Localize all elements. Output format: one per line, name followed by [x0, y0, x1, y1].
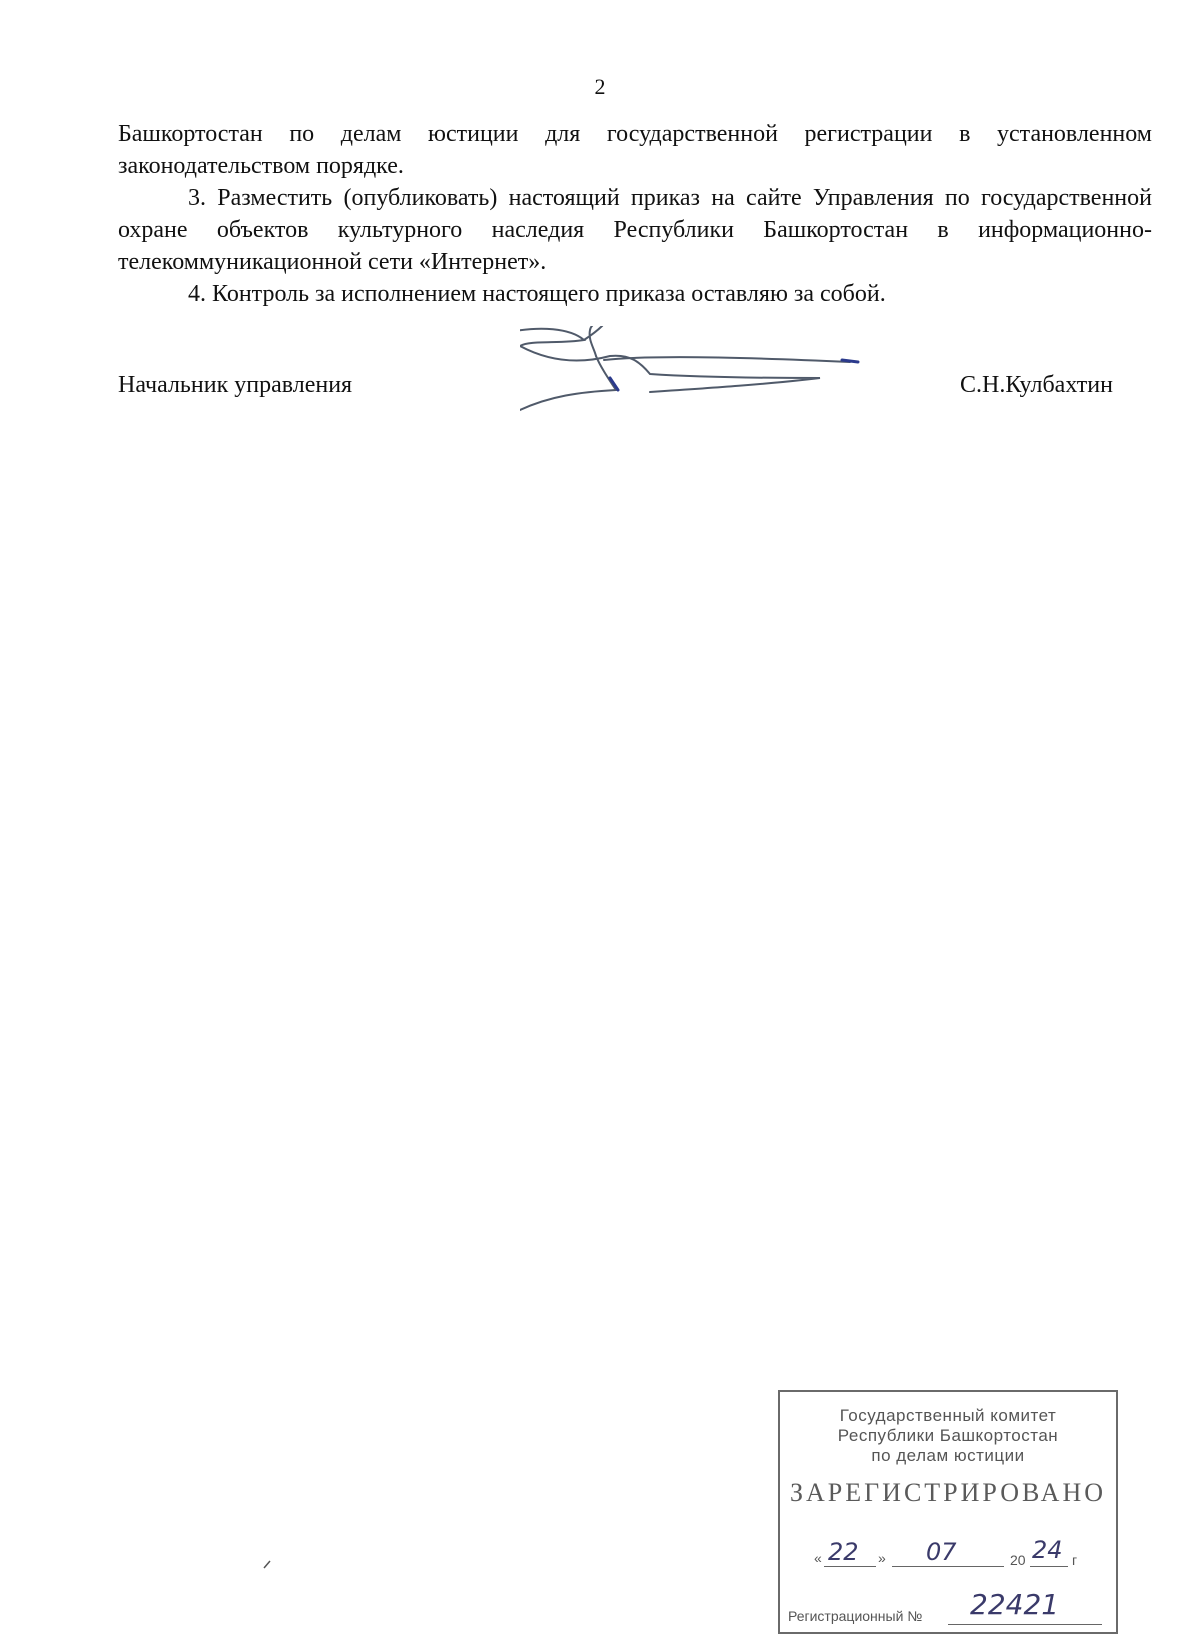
stamp-year-underline — [1030, 1566, 1068, 1567]
stamp-day-underline — [824, 1566, 876, 1567]
stamp-reg-label: Регистрационный № — [788, 1608, 923, 1624]
stamp-reg-underline — [948, 1624, 1102, 1625]
handwritten-signature — [520, 326, 920, 446]
stamp-year-prefix: 20 — [1010, 1552, 1026, 1568]
stamp-reg-number: 22421 — [970, 1588, 1060, 1621]
stamp-day: 22 — [828, 1538, 859, 1566]
stray-pen-mark — [262, 1558, 274, 1570]
paragraph-item-3: 3. Разместить (опубликовать) настоящий приказ на сайте Управления по государственной охране объектов культурного наследия Республики Башкортостан в информационно-телекоммуникационной сети «Интернет». — [118, 185, 1152, 275]
stamp-organization — [780, 1406, 1116, 1466]
paragraph-continuation: Башкортостан по делам юстиции для государственной регистрации в установленном законодательством порядке. — [118, 121, 1152, 179]
stamp-month: 07 — [926, 1538, 957, 1566]
stamp-date — [814, 1536, 1104, 1570]
page-number: 2 — [594, 74, 606, 99]
signatory-name: С.Н.Кулбахтин — [960, 372, 1113, 398]
stamp-year-unit: г — [1072, 1552, 1078, 1568]
document-body — [118, 118, 1152, 310]
stamp-status: ЗАРЕГИСТРИРОВАНО — [790, 1478, 1106, 1507]
paragraph-item-4: 4. Контроль за исполнением настоящего приказа оставляю за собой. — [188, 281, 886, 307]
stamp-month-underline — [892, 1566, 1004, 1567]
stamp-close-quote: » — [878, 1550, 886, 1566]
stamp-registration-number-row — [788, 1588, 1108, 1624]
stamp-year: 24 — [1032, 1536, 1063, 1564]
stamp-open-quote: « — [814, 1550, 822, 1566]
registration-stamp — [778, 1390, 1118, 1634]
signatory-position: Начальник управления — [118, 372, 353, 398]
stamp-org-line: по делам юстиции — [871, 1446, 1025, 1465]
stamp-org-line: Республики Башкортостан — [837, 1426, 1059, 1445]
stamp-org-line: Государственный комитет — [839, 1406, 1057, 1425]
